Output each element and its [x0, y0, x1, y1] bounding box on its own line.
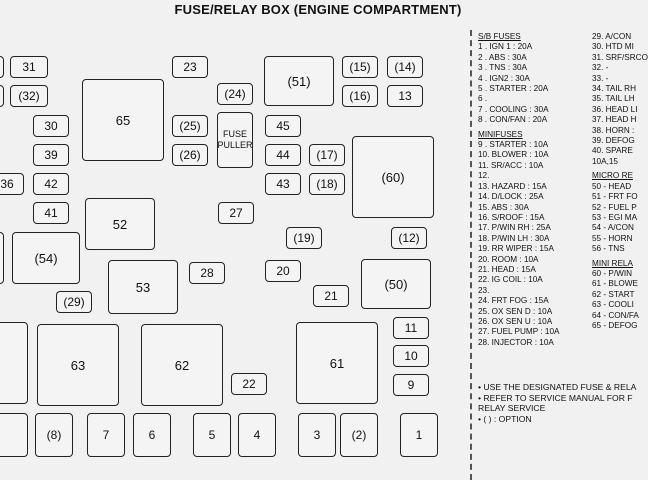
- legend-note: • REFER TO SERVICE MANUAL FOR F: [478, 392, 633, 403]
- legend-entry: 30. HTD MI: [592, 42, 634, 52]
- fuse-slot: (18): [309, 173, 345, 195]
- fuse-slot: (8): [35, 413, 73, 457]
- relay-slot: 62: [141, 324, 223, 406]
- fuse-slot: (16): [342, 85, 378, 107]
- legend-entry: 10A,15: [592, 156, 618, 166]
- legend-heading: MICRO RE: [592, 171, 633, 181]
- fuse-slot: 44: [265, 144, 301, 166]
- fuse-slot: (2): [340, 413, 378, 457]
- legend-entry: 52 - FUEL P: [592, 202, 637, 212]
- fuse-slot: 10: [393, 345, 429, 367]
- fuse-slot: 13: [387, 85, 423, 107]
- legend-entry: 19. RR WIPER : 15A: [478, 244, 554, 254]
- legend-entry: 32. -: [592, 63, 609, 73]
- legend-entry: 25. OX SEN D : 10A: [478, 306, 553, 316]
- legend-entry: 50 - HEAD: [592, 181, 632, 191]
- legend-entry: 4 . IGN2 : 30A: [478, 73, 530, 83]
- legend-entry: 11. SR/ACC : 10A: [478, 160, 544, 170]
- legend-entry: 64 - CON/FA: [592, 310, 639, 320]
- legend-entry: 6 .: [478, 94, 488, 104]
- fuse-slot: (15): [342, 56, 378, 78]
- diagram-title: FUSE/RELAY BOX (ENGINE COMPARTMENT): [174, 2, 462, 17]
- legend-entry: 13. HAZARD : 15A: [478, 181, 547, 191]
- fuse-slot: (24): [217, 83, 253, 105]
- relay-slot: (60): [352, 136, 434, 218]
- relay-slot: (51): [264, 56, 334, 106]
- legend-entry: 35. TAIL LH: [592, 94, 635, 104]
- legend-entry: 28. INJECTOR : 10A: [478, 337, 554, 347]
- legend-entry: 17. P/WIN RH : 25A: [478, 223, 551, 233]
- legend-entry: 33. -: [592, 73, 609, 83]
- legend-entry: 16. S/ROOF : 15A: [478, 212, 545, 222]
- legend-entry: 60 - P/WIN: [592, 268, 633, 278]
- relay-slot: 52: [85, 198, 155, 250]
- legend-notes: [478, 382, 636, 424]
- legend-entry: 3 . TNS : 30A: [478, 63, 527, 73]
- legend-entry: 63 - COOLI: [592, 300, 634, 310]
- legend-entry: 5 . STARTER : 20A: [478, 84, 549, 94]
- legend-heading: S/B FUSES: [478, 32, 521, 41]
- relay-slot: 61: [296, 322, 378, 404]
- fuse-slot: (14): [387, 56, 423, 78]
- legend-entry: 27. FUEL PUMP : 10A: [478, 327, 560, 337]
- fuse-slot: 28: [189, 262, 225, 284]
- legend-column-relays: [592, 32, 648, 331]
- fuse-slot: [0, 85, 4, 107]
- legend-entry: 56 - TNS: [592, 244, 625, 254]
- fuse-slot: 21: [313, 285, 349, 307]
- fuse-slot: 42: [33, 173, 69, 195]
- fuse-slot: 22: [231, 373, 267, 395]
- legend-entry: 38. HORN :: [592, 125, 635, 135]
- legend-entry: 55 - HORN: [592, 233, 633, 243]
- fuse-slot: 11: [393, 317, 429, 339]
- legend-note: • ( ) : OPTION: [478, 413, 532, 424]
- legend-entry: 24. FRT FOG : 15A: [478, 296, 549, 306]
- legend-entry: 2 . ABS : 30A: [478, 52, 527, 62]
- legend-entry: 9 . STARTER : 10A: [478, 140, 549, 150]
- legend-entry: 10. BLOWER : 10A: [478, 150, 549, 160]
- fuse-slot: (25): [172, 115, 208, 137]
- legend-entry: 36. HEAD LI: [592, 104, 638, 114]
- legend-entry: 54 - A/CON: [592, 223, 634, 233]
- legend-entry: 40. SPARE: [592, 146, 633, 156]
- legend-entry: 14. D/LOCK : 25A: [478, 192, 544, 202]
- divider-line: [470, 30, 472, 480]
- fuse-slot: (19): [286, 227, 322, 249]
- fuse-slot: 43: [265, 173, 301, 195]
- fuse-slot: [0, 232, 4, 284]
- fuse-slot: (32): [10, 85, 48, 107]
- fuse-slot: [0, 413, 28, 457]
- fuse-slot: (29): [56, 291, 92, 313]
- fuse-slot: 36: [0, 173, 24, 195]
- fuse-slot: 45: [265, 115, 301, 137]
- fuse-slot: 4: [238, 413, 276, 457]
- legend-panel: [478, 32, 648, 480]
- legend-entry: 22. IG COIL : 10A: [478, 275, 543, 285]
- fuse-slot: 9: [393, 374, 429, 396]
- legend-entry: 65 - DEFOG: [592, 320, 638, 330]
- legend-note: RELAY SERVICE: [478, 403, 546, 414]
- legend-entry: 21. HEAD : 15A: [478, 264, 536, 274]
- fuse-slot: 7: [87, 413, 125, 457]
- legend-entry: 62 - START: [592, 289, 635, 299]
- legend-entry: 37. HEAD H: [592, 115, 637, 125]
- legend-entry: 53 - EGI MA: [592, 212, 638, 222]
- legend-entry: 29. A/CON: [592, 32, 632, 41]
- fuse-slot: 41: [33, 202, 69, 224]
- legend-heading: MINI RELA: [592, 258, 633, 268]
- fuse-slot: 27: [218, 202, 254, 224]
- legend-entry: 18. P/WIN LH : 30A: [478, 233, 550, 243]
- fuse-slot: (17): [309, 144, 345, 166]
- legend-heading: MINIFUSES: [478, 129, 523, 139]
- fuse-slot: 3: [298, 413, 336, 457]
- legend-entry: 51 - FRT FO: [592, 192, 638, 202]
- fuse-slot: (12): [391, 227, 427, 249]
- fuse-slot: 6: [133, 413, 171, 457]
- legend-entry: 31. SRF/SRCO: [592, 52, 648, 62]
- legend-entry: 20. ROOM : 10A: [478, 254, 539, 264]
- legend-entry: 34. TAIL RH: [592, 84, 636, 94]
- legend-entry: 15. ABS : 30A: [478, 202, 529, 212]
- fuse-slot: 23: [172, 56, 208, 78]
- fuse-puller: FUSE PULLER: [217, 112, 253, 168]
- fuse-slot: 39: [33, 144, 69, 166]
- relay-slot: 53: [108, 260, 178, 314]
- legend-entry: 8 . CON/FAN : 20A: [478, 115, 548, 125]
- legend-column-fuses: [478, 32, 559, 348]
- fuse-slot: 30: [33, 115, 69, 137]
- relay-slot: (54): [12, 232, 80, 284]
- legend-entry: 1 . IGN 1 : 20A: [478, 42, 533, 52]
- legend-note: • USE THE DESIGNATED FUSE & RELA: [478, 382, 637, 392]
- legend-entry: 7 . COOLING : 30A: [478, 104, 549, 114]
- fuse-slot: (26): [172, 144, 208, 166]
- fuse-slot: [0, 322, 28, 404]
- legend-entry: 39. DEFOG: [592, 136, 635, 146]
- fuse-slot: 20: [265, 260, 301, 282]
- fuse-slot: 1: [400, 413, 438, 457]
- legend-entry: 23.: [478, 285, 490, 295]
- fuse-slot: 5: [193, 413, 231, 457]
- fuse-slot: [0, 56, 4, 78]
- legend-entry: 26. OX SEN U : 10A: [478, 316, 553, 326]
- relay-slot: (50): [361, 259, 431, 309]
- legend-entry: 12.: [478, 171, 490, 181]
- relay-slot: 65: [82, 79, 164, 161]
- fuse-slot: 31: [10, 56, 48, 78]
- relay-slot: 63: [37, 324, 119, 406]
- legend-entry: 61 - BLOWE: [592, 279, 638, 289]
